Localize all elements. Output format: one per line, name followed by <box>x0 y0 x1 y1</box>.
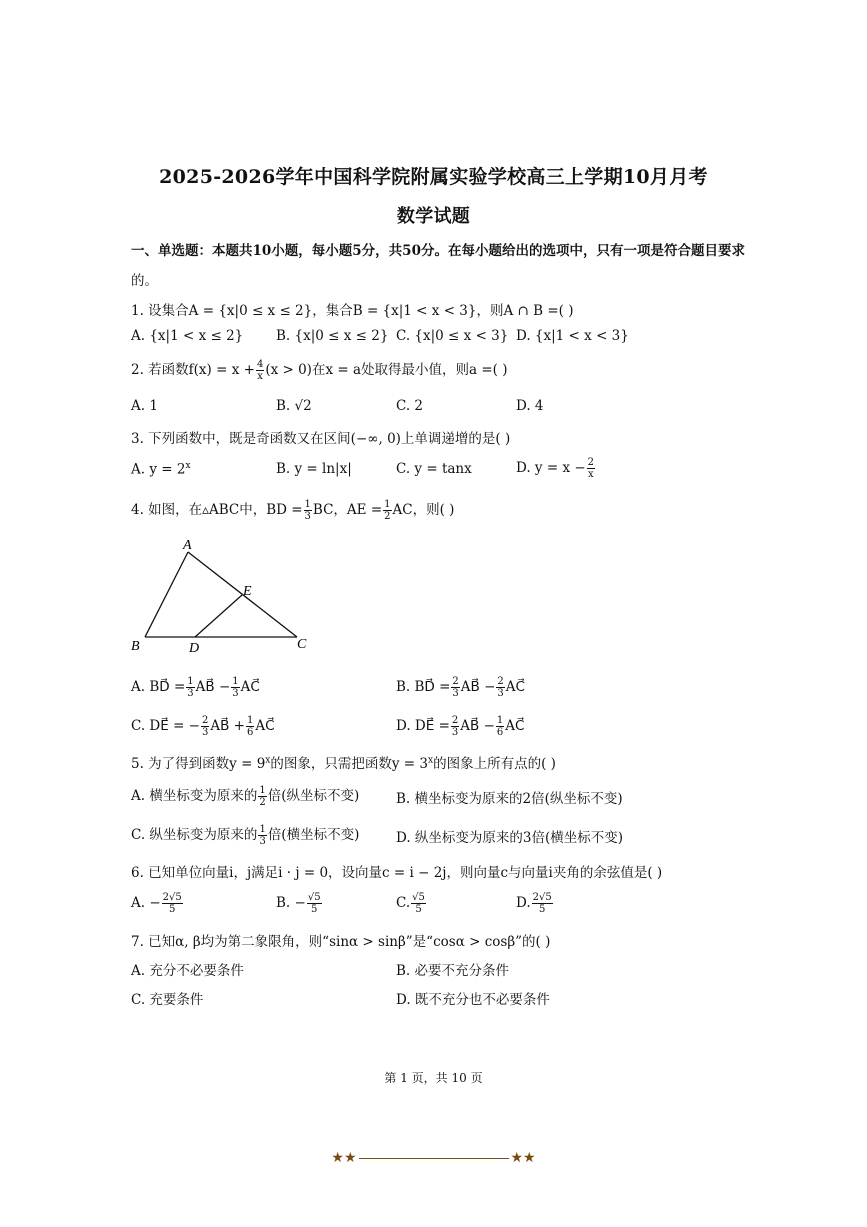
question-6-option-c: C. $\frac{√5}{5}$ <box>396 892 425 915</box>
triangle-figure <box>125 535 325 660</box>
question-4-option-d: D. DE⃗ = $\frac{2}{3}$ AB⃗ − $\frac{1}{6}$ AC⃗ <box>396 715 525 738</box>
question-4-option-b: B. BD⃗ = $\frac{2}{3}$ AB⃗ − $\frac{2}{3}$ AC⃗ <box>396 676 525 699</box>
question-5-option-c: C. 纵坐标变为原来的 $\frac{1}{3}$ 倍(横坐标不变) <box>131 824 360 847</box>
question-4-stem: 4. 如图，在▵ABC中，BD = $\frac{1}{3}$ BC，AE = $\frac{1}{2}$ AC，则( ) <box>131 499 455 522</box>
label-d: D <box>189 641 200 656</box>
star-icon: ★★ <box>331 1150 357 1166</box>
question-7-option-a: A. 充分不必要条件 <box>131 963 244 979</box>
page-footer: 第 1 页，共 10 页 <box>384 1071 483 1085</box>
question-3-option-d: D. y = x − $\frac{2}{x}$ <box>516 457 595 480</box>
label-c: C <box>297 637 307 652</box>
question-7-option-d: D. 既不充分也不必要条件 <box>396 992 550 1008</box>
question-1-stem: 1. 设集合A = {x|0 ≤ x ≤ 2}，集合B = {x|1 < x < 3}，则A ∩ B =( ) <box>131 303 574 319</box>
fraction: $\frac{4}{x}$ <box>256 359 264 382</box>
exam-title: 2025-2026学年中国科学院附属实验学校高三上学期10月月考 <box>159 166 708 188</box>
label-e: E <box>243 584 252 599</box>
question-2-option-a: A. 1 <box>131 398 158 414</box>
question-6-option-a: A. − $\frac{2√5}{5}$ <box>131 892 182 915</box>
question-4-option-a: A. BD⃗ = $\frac{1}{3}$ AB⃗ − $\frac{1}{3}$ AC⃗ <box>131 676 260 699</box>
question-2-option-c: C. 2 <box>396 398 424 414</box>
question-4-option-c: C. DE⃗ = − $\frac{2}{3}$ AB⃗ + $\frac{1}{6}$ AC⃗ <box>131 715 275 738</box>
section-heading-continued: 的。 <box>131 273 158 289</box>
question-7-option-b: B. 必要不充分条件 <box>396 963 510 979</box>
question-5-stem: 5. 为了得到函数$y = 9^x$的图象，只需把函数$y = 3^x$的图象上所有点的( ) <box>131 755 556 772</box>
question-7-option-c: C. 充要条件 <box>131 992 204 1008</box>
side-ab <box>145 552 188 637</box>
question-7-stem: 7. 已知α, β均为第二象限角，则“sinα > sinβ”是“cosα > cosβ”的( ) <box>131 934 551 950</box>
label-a: A <box>183 538 192 553</box>
question-1-option-b: B. {x|0 ≤ x ≤ 2} <box>276 328 389 344</box>
question-6-stem: 6. 已知单位向量i，j满足i · j = 0，设向量c = i − 2j，则向量c与向量i夹角的余弦值是( ) <box>131 865 663 881</box>
question-3-stem: 3. 下列函数中，既是奇函数又在区间(−∞, 0)上单调递增的是( ) <box>131 431 511 447</box>
star-icon: ★★ <box>510 1150 536 1166</box>
question-2-option-d: D. 4 <box>516 398 544 414</box>
question-1-option-c: C. {x|0 ≤ x < 3} <box>396 328 509 344</box>
question-3-option-c: C. y = tanx <box>396 461 472 477</box>
question-6-option-b: B. − $\frac{√5}{5}$ <box>276 892 321 915</box>
question-3-option-b: B. y = ln|x| <box>276 461 352 477</box>
question-5-option-a: A. 横坐标变为原来的 $\frac{1}{2}$ 倍(纵坐标不变) <box>131 785 360 808</box>
label-b: B <box>131 639 140 654</box>
question-3-option-a: A. $y = 2^x$ <box>131 461 191 478</box>
section-heading: 一、单选题：本题共10小题，每小题5分，共50分。在每小题给出的选项中，只有一项是符合题目要求 <box>131 243 745 259</box>
question-1-option-d: D. {x|1 < x < 3} <box>516 328 629 344</box>
decorative-divider <box>0 1150 867 1166</box>
question-2-option-b: B. √2 <box>276 398 312 414</box>
question-2-stem: 2. 若函数f(x) = x + $\frac{4}{x}$ (x > 0)在x = a处取得最小值，则a =( ) <box>131 359 508 382</box>
segment-de <box>195 595 242 637</box>
divider-line <box>359 1158 509 1159</box>
exam-subtitle: 数学试题 <box>396 206 471 227</box>
question-5-option-b: B. 横坐标变为原来的2倍(纵坐标不变) <box>396 791 623 807</box>
question-6-option-d: D. $\frac{2√5}{5}$ <box>516 892 552 915</box>
question-5-option-d: D. 纵坐标变为原来的3倍(横坐标不变) <box>396 830 624 846</box>
question-1-option-a: A. {x|1 < x ≤ 2} <box>131 328 244 344</box>
